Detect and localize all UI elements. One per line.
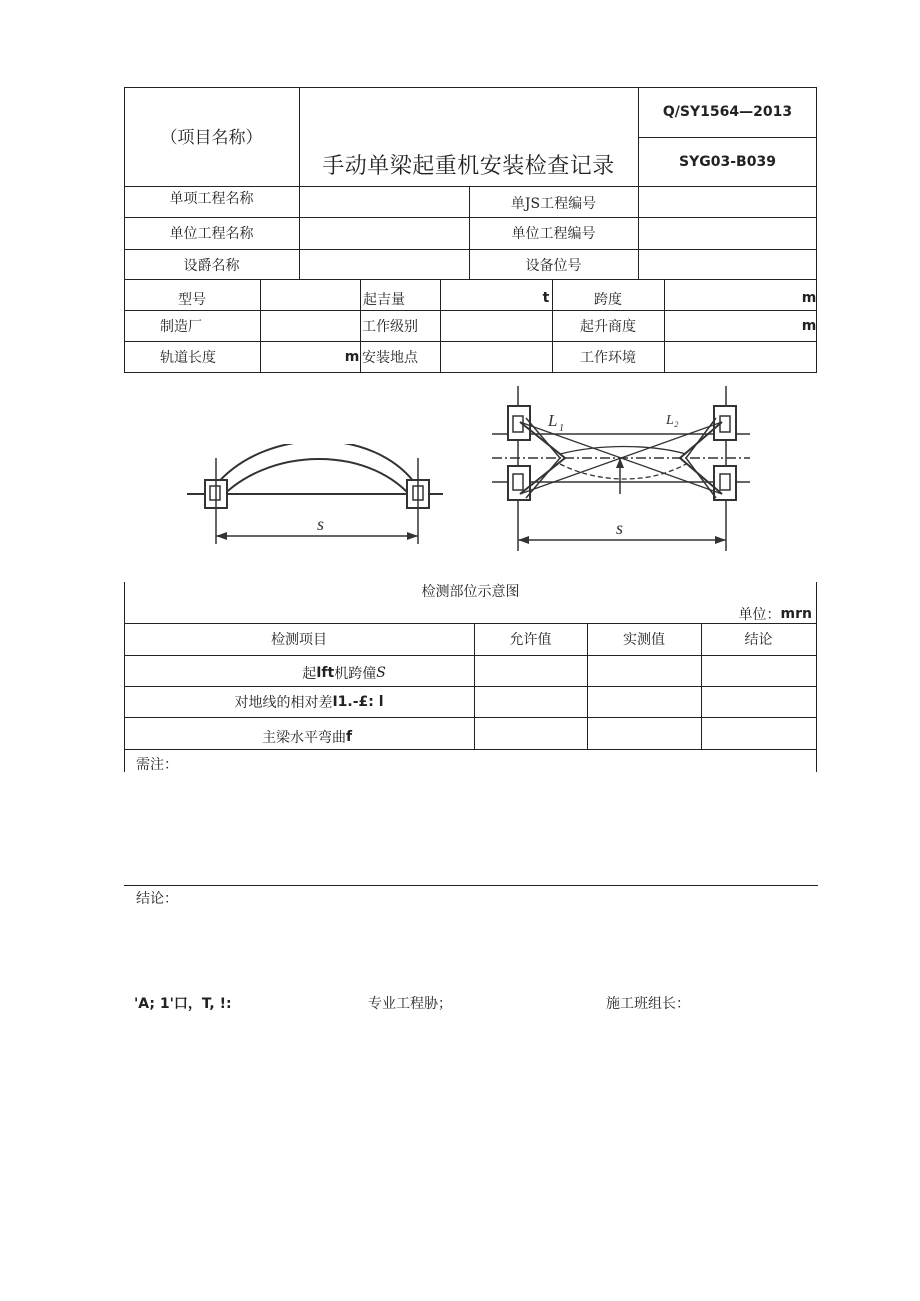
span-diagonal-diagram (490, 386, 752, 554)
field-model[interactable] (261, 280, 359, 309)
label-rail-length: 轨道长度 (160, 350, 216, 366)
standard-code: Q/SY1564—2013 (662, 104, 793, 120)
diagram-l2: L₂ (666, 413, 679, 428)
field-lift-capacity[interactable] (441, 280, 539, 309)
unit-m-span: m (801, 290, 817, 306)
label-model: 型号 (178, 291, 206, 308)
unit-indicator: 单位： mrn (738, 606, 812, 623)
label-single-project-code: 单JS工程编号 (510, 195, 597, 212)
unit-t: t (542, 290, 550, 306)
label-equipment-tag: 设备位号 (525, 257, 582, 274)
field-conclusion-bend[interactable] (702, 718, 815, 748)
signature-2-label: 专业工程胁； (368, 996, 452, 1012)
label-unit-project-code: 单位工程编号 (511, 226, 596, 242)
field-allowed-span[interactable] (475, 656, 586, 685)
field-unit-project-name[interactable] (300, 218, 468, 248)
label-single-project-name: 单项工程名称 (169, 191, 254, 207)
table-row: 主梁水平弯曲 f (261, 729, 353, 746)
field-allowed-diff[interactable] (475, 687, 586, 716)
beam-bending-diagram (185, 444, 447, 552)
field-measured-span[interactable] (588, 656, 700, 685)
field-unit-project-code[interactable] (639, 218, 816, 248)
project-name: （项目名称） (160, 127, 263, 148)
field-equipment-name[interactable] (300, 250, 468, 279)
label-install-site: 安装地点 (362, 350, 418, 366)
field-span[interactable] (665, 280, 801, 309)
label-span: 跨度 (594, 291, 622, 308)
field-measured-bend[interactable] (588, 718, 700, 748)
col-header-conclusion: 结论 (744, 632, 773, 648)
conclusion-field[interactable] (200, 890, 812, 980)
label-equipment-name: 设爵名称 (183, 257, 240, 274)
remarks-label: 需注： (136, 757, 178, 773)
label-lift-height: 起升商度 (580, 318, 636, 335)
field-install-site[interactable] (441, 342, 551, 372)
unit-m-rail: m (344, 349, 360, 365)
signature-3-label: 施工班组长： (606, 996, 690, 1012)
form-code: SYG03-B039 (679, 154, 776, 170)
col-header-item: 检测项目 (271, 632, 327, 648)
diagram-l1-sub: 1 (559, 423, 564, 434)
field-equipment-tag[interactable] (639, 250, 816, 279)
label-work-env: 工作环境 (580, 350, 636, 366)
field-lift-height[interactable] (665, 311, 801, 340)
unit-m-height: m (801, 317, 817, 334)
diagram-l1: L (548, 411, 558, 430)
field-rail-length[interactable] (261, 342, 343, 372)
label-lift-capacity: 起吉量 (363, 291, 405, 308)
field-conclusion-diff[interactable] (702, 687, 815, 716)
remarks-field[interactable] (200, 752, 812, 872)
table-row: 起 Ift 机跨僮 S (302, 665, 386, 682)
label-manufacturer: 制造厂 (160, 318, 202, 335)
field-single-project-code[interactable] (639, 187, 816, 216)
field-manufacturer[interactable] (261, 311, 359, 340)
col-header-allowed: 允许值 (509, 632, 552, 648)
conclusion-label: 结论： (136, 891, 178, 907)
table-row: 对地线的相对差 I1.-£: l (234, 693, 384, 711)
diagram-left-s: s (317, 514, 325, 534)
diagram-caption: 检测部位示意图 (421, 584, 520, 600)
label-work-class: 工作级别 (362, 318, 418, 335)
field-allowed-bend[interactable] (475, 718, 586, 748)
field-work-env[interactable] (665, 342, 816, 372)
field-measured-diff[interactable] (588, 687, 700, 716)
field-conclusion-span[interactable] (702, 656, 815, 685)
signature-1-label: 'A; 1'口，T, !: (134, 996, 232, 1012)
field-single-project-name[interactable] (300, 187, 468, 216)
col-header-measured: 实测值 (623, 632, 665, 648)
diagram-right-s: s (616, 518, 624, 538)
label-unit-project-name: 单位工程名称 (169, 226, 254, 242)
page-title: 手动单梁起重机安装检查记录 (322, 154, 615, 179)
field-work-class[interactable] (441, 311, 551, 340)
